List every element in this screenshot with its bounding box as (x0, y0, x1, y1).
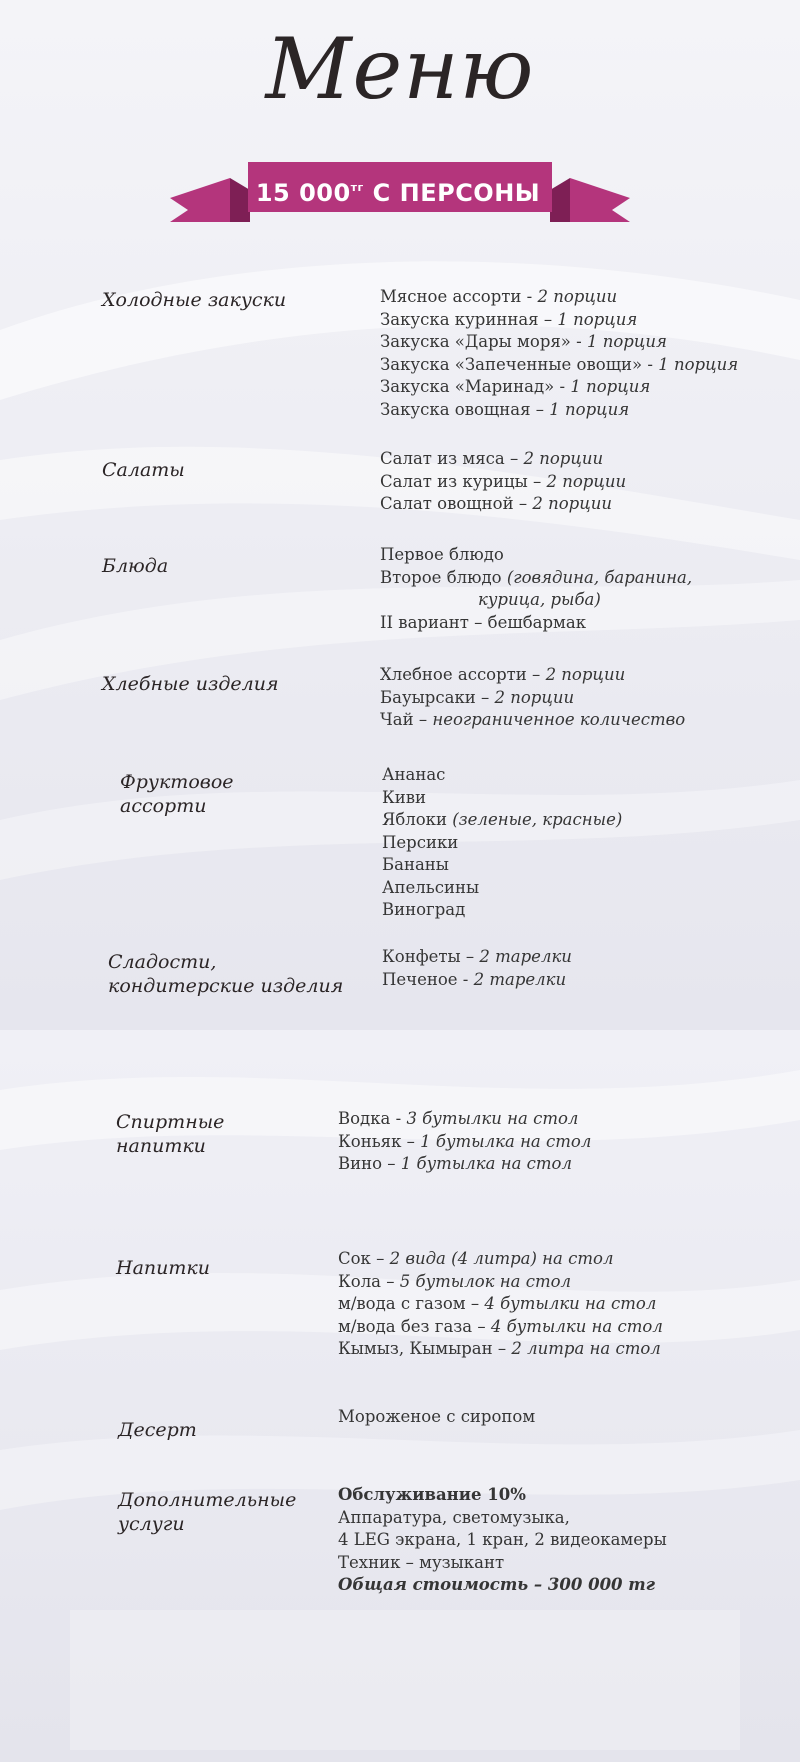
list-item: Сок – 2 вида (4 литра) на стол (338, 1249, 614, 1268)
list-item: Обслуживание 10% (338, 1485, 526, 1504)
list-item: Техник – музыкант (338, 1552, 505, 1572)
list-item: Второе блюдо (говядина, баранина, (380, 567, 693, 587)
list-item: Хлебное ассорти – 2 порции (380, 665, 626, 684)
list-item: Апельсины (382, 877, 480, 897)
section-label: Напитки (116, 1257, 210, 1279)
item-list (382, 946, 572, 991)
section-label: Дополнительные услуги (118, 1489, 297, 1535)
list-item: Закуска овощная – 1 порция (380, 399, 630, 419)
section-label: Фруктовое ассорти (120, 771, 234, 817)
total-price: Общая стоимость – 300 000 тг (338, 1575, 656, 1594)
list-item: Виноград (382, 900, 466, 919)
list-item: Конфеты – 2 тарелки (382, 947, 572, 966)
item-list (338, 1108, 591, 1176)
list-item: курица, рыба) (478, 590, 601, 609)
section-label: Холодные закуски (102, 289, 287, 311)
list-item: Закуска «Запеченные овощи» - 1 порция (380, 354, 739, 374)
list-item: Бананы (382, 855, 449, 874)
currency-mark: тг (350, 181, 364, 194)
price-suffix: С ПЕРСОНЫ (372, 179, 541, 207)
list-item: 4 LEG экрана, 1 кран, 2 видеокамеры (338, 1530, 667, 1549)
list-item: Коньяк – 1 бутылка на стол (338, 1131, 592, 1151)
footer-panel (70, 1610, 740, 1750)
list-item: Водка - 3 бутылки на стол (338, 1109, 579, 1128)
list-item: Мясное ассорти - 2 порции (380, 287, 618, 306)
item-list (380, 286, 738, 421)
item-list (380, 448, 626, 516)
list-item: Персики (382, 832, 459, 852)
item-list (338, 1484, 667, 1597)
item-list (380, 664, 685, 732)
section-label: Блюда (102, 555, 169, 577)
section-label: Хлебные изделия (102, 673, 279, 695)
section-label: Спиртные напитки (116, 1111, 225, 1157)
section-label: Сладости, кондитерские изделия (108, 951, 344, 997)
list-item: Яблоки (зеленые, красные) (382, 810, 623, 829)
list-item: Первое блюдо (380, 545, 504, 564)
list-item: Закуска «Маринад» - 1 порция (380, 377, 651, 396)
list-item: Салат из курицы – 2 порции (380, 471, 627, 491)
list-item: Закуска куринная – 1 порция (380, 309, 638, 329)
price-banner-text (248, 168, 548, 208)
list-item: Салат из мяса – 2 порции (380, 449, 604, 468)
list-item: Кола – 5 бутылок на стол (338, 1271, 572, 1291)
list-item: Печеное - 2 тарелки (382, 969, 567, 989)
list-item: II вариант – бешбармак (380, 612, 587, 632)
list-item: Аппаратура, светомузыка, (338, 1507, 570, 1527)
price-value: 15 000 (255, 179, 351, 207)
item-list (338, 1248, 663, 1361)
list-item: Ананас (382, 765, 446, 784)
section-label: Салаты (102, 459, 185, 481)
list-item: Салат овощной – 2 порции (380, 494, 612, 513)
list-item: Кымыз, Кымыран – 2 литра на стол (338, 1339, 661, 1358)
list-item: Бауырсаки – 2 порции (380, 687, 575, 707)
list-item: Киви (382, 787, 427, 807)
item-list (380, 544, 692, 634)
item-list (338, 1406, 535, 1429)
list-item: Чай – неограниченное количество (380, 710, 686, 729)
list-item: Закуска «Дары моря» - 1 порция (380, 332, 667, 351)
list-item: м/вода с газом – 4 бутылки на стол (338, 1294, 657, 1313)
page-title: Меню (265, 20, 535, 118)
list-item: Вино – 1 бутылка на стол (338, 1154, 572, 1173)
item-list (382, 764, 622, 922)
section-label: Десерт (118, 1419, 197, 1441)
list-item: Мороженое с сиропом (338, 1407, 536, 1426)
list-item: м/вода без газа – 4 бутылки на стол (338, 1316, 663, 1336)
